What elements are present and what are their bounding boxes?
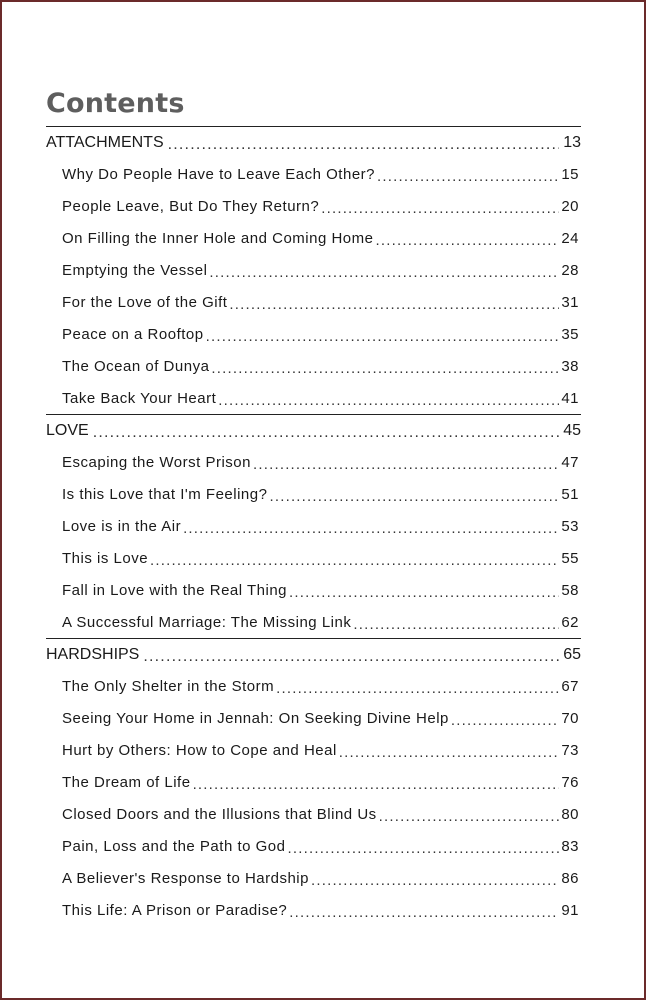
entry-title: The Dream of Life bbox=[62, 773, 191, 791]
entry-page-number: 47 bbox=[561, 453, 579, 471]
toc-entry[interactable] bbox=[46, 734, 581, 766]
toc-entry[interactable] bbox=[46, 222, 581, 254]
section-title: HARDSHIPS bbox=[46, 645, 140, 663]
dot-leader bbox=[289, 584, 559, 601]
dot-leader bbox=[269, 488, 559, 505]
section-heading[interactable] bbox=[46, 414, 581, 446]
dot-leader bbox=[206, 328, 560, 345]
entry-page-number: 20 bbox=[561, 197, 579, 215]
entry-page-number: 67 bbox=[561, 677, 579, 695]
entry-page-number: 76 bbox=[561, 773, 579, 791]
toc-entry[interactable] bbox=[46, 254, 581, 286]
entry-title: A Believer's Response to Hardship bbox=[62, 869, 309, 887]
entry-title: The Only Shelter in the Storm bbox=[62, 677, 275, 695]
dot-leader bbox=[211, 360, 559, 377]
toc-entry[interactable] bbox=[46, 702, 581, 734]
dot-leader bbox=[183, 520, 559, 537]
dot-leader bbox=[375, 232, 559, 249]
table-of-contents bbox=[46, 82, 581, 926]
entry-title: On Filling the Inner Hole and Coming Home bbox=[62, 229, 374, 247]
toc-section-love bbox=[46, 414, 581, 638]
toc-entry[interactable] bbox=[46, 318, 581, 350]
entry-page-number: 55 bbox=[561, 549, 579, 567]
dot-leader bbox=[93, 424, 560, 442]
entry-title: Hurt by Others: How to Cope and Heal bbox=[62, 741, 337, 759]
dot-leader bbox=[321, 200, 559, 217]
entry-page-number: 70 bbox=[561, 709, 579, 727]
entry-page-number: 24 bbox=[561, 229, 579, 247]
entry-title: Seeing Your Home in Jennah: On Seeking Divine Help bbox=[62, 709, 449, 727]
toc-entry[interactable] bbox=[46, 606, 581, 638]
toc-entry[interactable] bbox=[46, 862, 581, 894]
entry-title: This is Love bbox=[62, 549, 149, 567]
entry-page-number: 28 bbox=[561, 261, 579, 279]
dot-leader bbox=[193, 776, 560, 793]
dot-leader bbox=[311, 872, 559, 889]
entry-title: Pain, Loss and the Path to God bbox=[62, 837, 286, 855]
section-heading[interactable] bbox=[46, 638, 581, 670]
entry-title: Take Back Your Heart bbox=[62, 389, 217, 407]
dot-leader bbox=[143, 648, 559, 666]
entry-page-number: 31 bbox=[561, 293, 579, 311]
section-page-number: 65 bbox=[563, 645, 581, 663]
toc-entry[interactable] bbox=[46, 670, 581, 702]
dot-leader bbox=[229, 296, 559, 313]
section-title: ATTACHMENTS bbox=[46, 133, 164, 151]
entry-title: For the Love of the Gift bbox=[62, 293, 228, 311]
toc-entry[interactable] bbox=[46, 542, 581, 574]
dot-leader bbox=[451, 712, 559, 729]
entry-page-number: 62 bbox=[561, 613, 579, 631]
entry-page-number: 83 bbox=[561, 837, 579, 855]
toc-entry[interactable] bbox=[46, 478, 581, 510]
toc-section-attachments bbox=[46, 126, 581, 414]
entry-title: Closed Doors and the Illusions that Blind Us bbox=[62, 805, 377, 823]
toc-entry[interactable] bbox=[46, 382, 581, 414]
toc-entry[interactable] bbox=[46, 510, 581, 542]
section-heading[interactable] bbox=[46, 126, 581, 158]
entry-title: Why Do People Have to Leave Each Other? bbox=[62, 165, 375, 183]
dot-leader bbox=[353, 616, 559, 633]
entry-page-number: 80 bbox=[561, 805, 579, 823]
toc-entry[interactable] bbox=[46, 190, 581, 222]
entry-page-number: 51 bbox=[561, 485, 579, 503]
entry-page-number: 35 bbox=[561, 325, 579, 343]
dot-leader bbox=[150, 552, 559, 569]
dot-leader bbox=[377, 168, 559, 185]
toc-entry[interactable] bbox=[46, 286, 581, 318]
entry-title: Emptying the Vessel bbox=[62, 261, 208, 279]
dot-leader bbox=[339, 744, 560, 761]
toc-entry[interactable] bbox=[46, 350, 581, 382]
entry-page-number: 38 bbox=[561, 357, 579, 375]
toc-entry[interactable] bbox=[46, 574, 581, 606]
dot-leader bbox=[287, 840, 559, 857]
dot-leader bbox=[253, 456, 559, 473]
entry-page-number: 41 bbox=[561, 389, 579, 407]
entry-title: Fall in Love with the Real Thing bbox=[62, 581, 288, 599]
entry-title: Peace on a Rooftop bbox=[62, 325, 204, 343]
entry-title: Is this Love that I'm Feeling? bbox=[62, 485, 268, 503]
dot-leader bbox=[218, 392, 559, 409]
toc-entry[interactable] bbox=[46, 798, 581, 830]
toc-entry[interactable] bbox=[46, 446, 581, 478]
entry-page-number: 58 bbox=[561, 581, 579, 599]
dot-leader bbox=[168, 136, 560, 154]
dot-leader bbox=[276, 680, 559, 697]
entry-title: Love is in the Air bbox=[62, 517, 182, 535]
section-title: LOVE bbox=[46, 421, 89, 439]
entry-title: The Ocean of Dunya bbox=[62, 357, 210, 375]
toc-entry[interactable] bbox=[46, 830, 581, 862]
section-page-number: 13 bbox=[563, 133, 581, 151]
entry-page-number: 91 bbox=[561, 901, 579, 919]
entry-page-number: 86 bbox=[561, 869, 579, 887]
entry-page-number: 73 bbox=[561, 741, 579, 759]
entry-title: This Life: A Prison or Paradise? bbox=[62, 901, 288, 919]
entry-title: A Successful Marriage: The Missing Link bbox=[62, 613, 352, 631]
toc-section-hardships bbox=[46, 638, 581, 926]
entry-title: Escaping the Worst Prison bbox=[62, 453, 251, 471]
entry-title: People Leave, But Do They Return? bbox=[62, 197, 320, 215]
entry-page-number: 53 bbox=[561, 517, 579, 535]
toc-entry[interactable] bbox=[46, 894, 581, 926]
dot-leader bbox=[289, 904, 559, 921]
entry-page-number: 15 bbox=[561, 165, 579, 183]
section-page-number: 45 bbox=[563, 421, 581, 439]
dot-leader bbox=[379, 808, 560, 825]
toc-entry[interactable] bbox=[46, 158, 581, 190]
toc-entry[interactable] bbox=[46, 766, 581, 798]
dot-leader bbox=[209, 264, 559, 281]
page-title: Contents bbox=[46, 88, 185, 119]
